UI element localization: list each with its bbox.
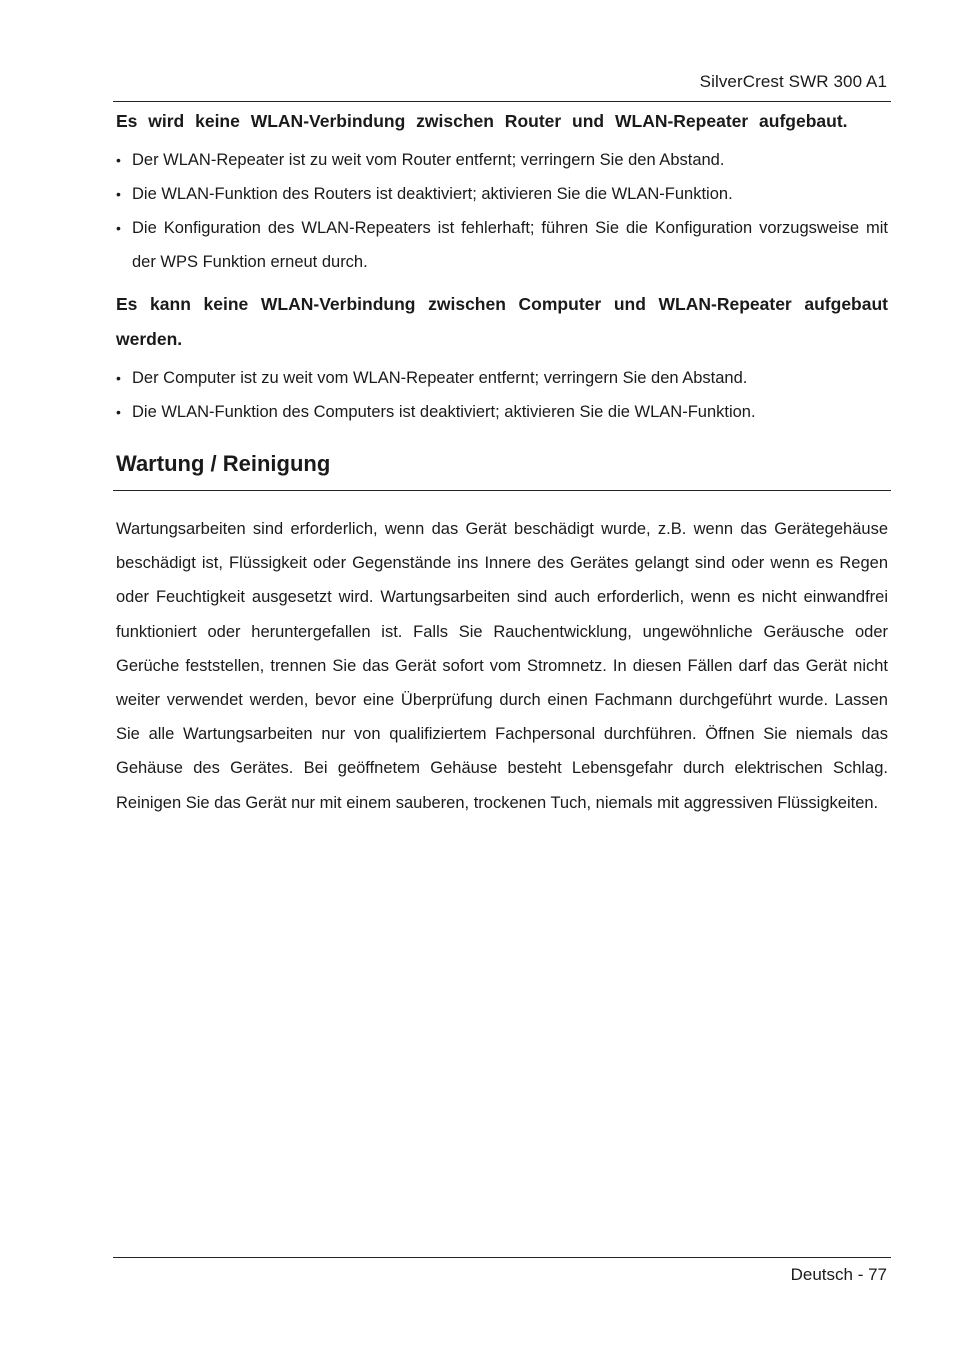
list-item-text: Der WLAN-Repeater ist zu weit vom Router entfernt; verringern Sie den Abstand. [132, 151, 725, 169]
list-item [116, 211, 888, 279]
page-header-product: SilverCrest SWR 300 A1 [699, 72, 887, 91]
section-divider [113, 490, 891, 491]
bullet-icon: • [116, 186, 121, 202]
list-item-text: Der Computer ist zu weit vom WLAN-Repeater entfernt; verringern Sie den Abstand. [132, 369, 748, 387]
header-divider [113, 101, 891, 102]
bullet-icon: • [116, 404, 121, 420]
troubleshooting-list-router [116, 143, 888, 279]
list-item [116, 361, 888, 395]
troubleshooting-list-computer [116, 361, 888, 429]
troubleshooting-heading-router: Es wird keine WLAN-Verbindung zwischen Router und WLAN-Repeater aufgebaut. [116, 111, 848, 131]
list-item [116, 177, 888, 211]
list-item-text: Die WLAN-Funktion des Routers ist deaktiviert; aktivieren Sie die WLAN-Funktion. [132, 185, 733, 203]
section-title-maintenance: Wartung / Reinigung [116, 451, 331, 476]
bullet-icon: • [116, 370, 121, 386]
list-item [116, 143, 888, 177]
footer-divider [113, 1257, 891, 1258]
list-item-text: Die WLAN-Funktion des Computers ist deaktiviert; aktivieren Sie die WLAN-Funktion. [132, 403, 756, 421]
maintenance-paragraph: Wartungsarbeiten sind erforderlich, wenn das Gerät beschädigt wurde, z.B. wenn das Gerätegehäuse beschädigt ist, Flüssigkeit oder Gegenstände ins Innere des Gerätes gelangt sind oder wenn es Regen oder Feuchtigkeit ausgesetzt wird. Wartungsarbeiten sind auch erforderlich, wenn es nicht einwandfrei funktioniert oder heruntergefallen ist. Falls Sie Rauchentwicklung, ungewöhnliche Geräusche oder Gerüche feststellen, trennen Sie das Gerät sofort vom Stromnetz. In diesen Fällen darf das Gerät nicht weiter verwendet werden, bevor eine Überprüfung durch einen Fachmann durchgeführt wurde. Lassen Sie alle Wartungsarbeiten nur von qualifiziertem Fachpersonal durchführen. Öffnen Sie niemals das Gehäuse des Gerätes. Bei geöffnetem Gehäuse besteht Lebensgefahr durch elektrischen Schlag. Reinigen Sie das Gerät nur mit einem sauberen, trockenen Tuch, niemals mit aggressiven Flüssigkeiten. [116, 520, 888, 812]
bullet-icon: • [116, 152, 121, 168]
page-content [116, 104, 888, 820]
list-item-text: Die Konfiguration des WLAN-Repeaters ist fehlerhaft; führen Sie die Konfiguration vorzugsweise mit der WPS Funktion erneut durch. [132, 219, 888, 271]
page-footer-number: Deutsch - 77 [790, 1265, 887, 1284]
bullet-icon: • [116, 220, 121, 236]
troubleshooting-heading-computer: Es kann keine WLAN-Verbindung zwischen Computer und WLAN-Repeater aufgebaut werden. [116, 294, 888, 349]
list-item [116, 395, 888, 429]
